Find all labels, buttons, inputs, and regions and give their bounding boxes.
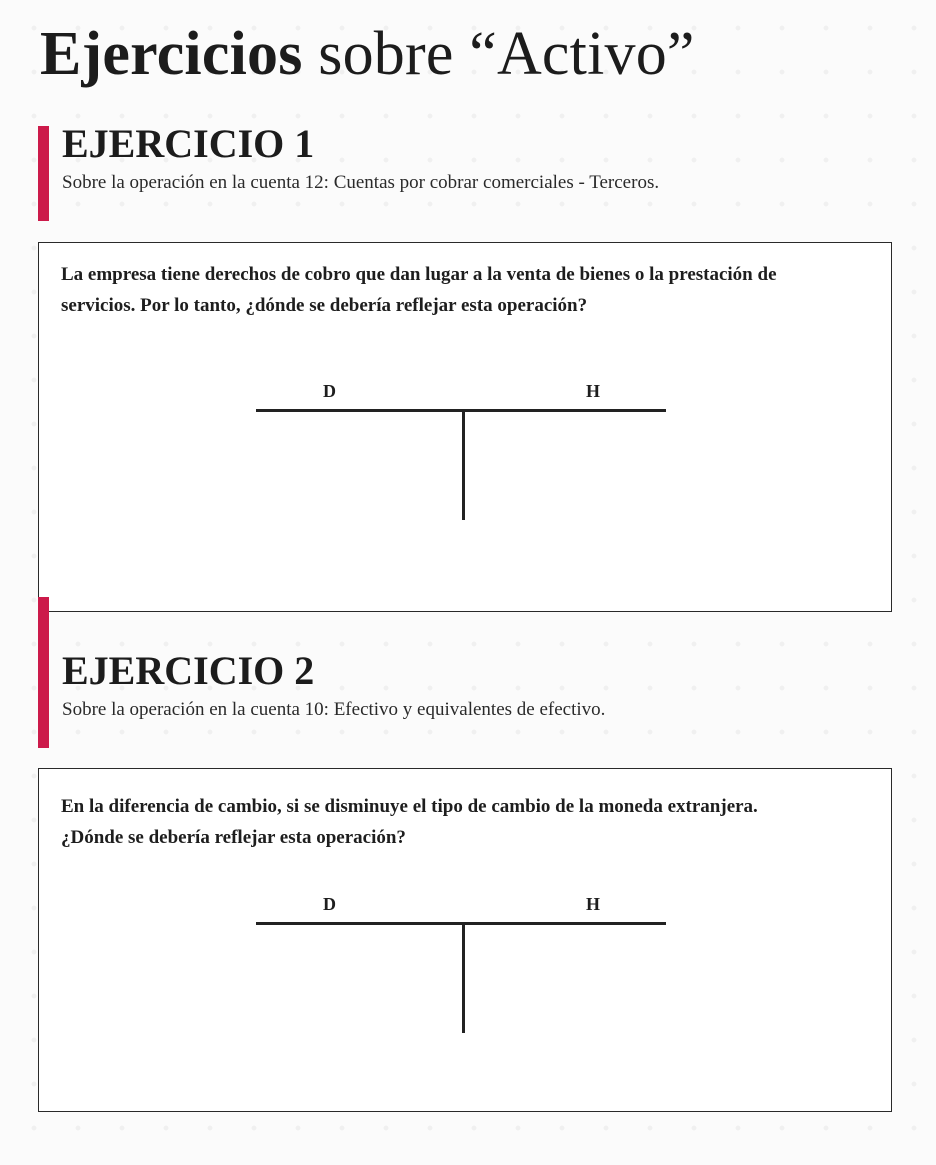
- t-account-horizontal-line: [256, 409, 666, 412]
- t-account-vertical-line: [462, 411, 465, 520]
- exercise-1-subtitle: Sobre la operación en la cuenta 12: Cuentas por cobrar comerciales - Terceros.: [62, 172, 660, 193]
- page-title-rest: sobre “Activo”: [302, 20, 695, 88]
- exercise-2-question-line-2: ¿Dónde se debería reflejar esta operación?: [61, 827, 406, 848]
- exercise-1-question-line-1: La empresa tiene derechos de cobro que dan lugar a la venta de bienes o la prestación de: [61, 264, 777, 285]
- page-title-bold: Ejercicios: [40, 20, 303, 88]
- t-account-vertical-line: [462, 924, 465, 1033]
- exercise-1-question-line-2: servicios. Por lo tanto, ¿dónde se debería reflejar esta operación?: [61, 295, 588, 316]
- exercise-1-question: [61, 259, 861, 321]
- exercise-2-box: [38, 768, 892, 1112]
- exercise-2-heading: EJERCICIO 2: [62, 648, 315, 693]
- exercise-2-t-account: [256, 893, 666, 1033]
- exercise-2-subtitle: Sobre la operación en la cuenta 10: Efectivo y equivalentes de efectivo.: [62, 699, 606, 720]
- exercise-2-question-line-1: En la diferencia de cambio, si se disminuye el tipo de cambio de la moneda extranjera.: [61, 796, 758, 817]
- exercise-1-t-account: [256, 380, 666, 520]
- exercise-1-heading: EJERCICIO 1: [62, 121, 315, 166]
- credit-label: H: [586, 894, 601, 914]
- page-title: [40, 18, 695, 90]
- exercise-2-question: [61, 791, 861, 853]
- exercise-1-accent-bar: [38, 126, 49, 221]
- credit-label: H: [586, 381, 601, 401]
- exercise-2-accent-bar: [38, 597, 49, 748]
- exercise-1-box: [38, 242, 892, 612]
- debit-label: D: [323, 381, 336, 401]
- debit-label: D: [323, 894, 336, 914]
- t-account-horizontal-line: [256, 922, 666, 925]
